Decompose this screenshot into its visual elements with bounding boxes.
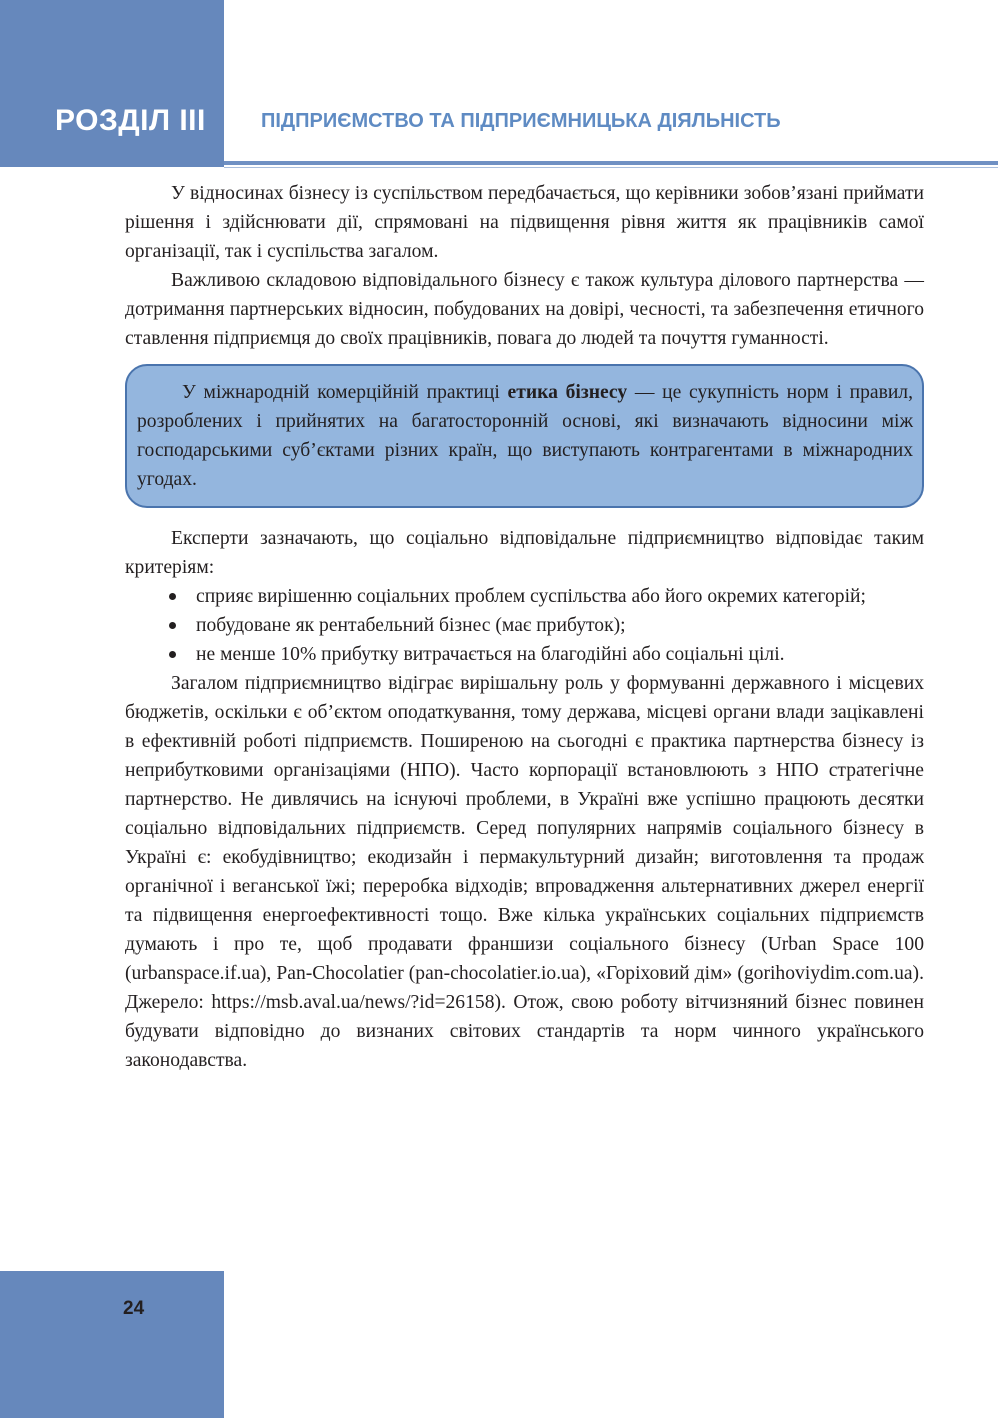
definition-body: — це сукупність норм і правил, розроблених і прийнятих на багатосторонній основі, які визначають відносини між господарськими суб’єктами різних країн, що виступають контрагентами в міжнародних угодах. [137,382,913,490]
bullet-icon [169,651,176,658]
paragraph-responsibility: У відносинах бізнесу із суспільством передбачається, що керівники зобов’язані приймати рішення і здійснювати дії, спрямовані на підвищення рівня життя як працівників самої організації, так і суспільства загалом. [125,183,924,262]
section-label: РОЗДІЛ III [55,104,206,137]
criteria-item-text: не менше 10% прибутку витрачається на благодійні або соціальні цілі. [196,644,785,665]
page-body [125,179,924,1075]
header-rule [224,161,998,165]
bullet-icon [169,593,176,600]
section-header-block [0,0,224,167]
chapter-title: ПІДПРИЄМСТВО ТА ПІДПРИЄМНИЦЬКА ДІЯЛЬНІСТЬ [261,110,781,132]
paragraph-partnership: Важливою складовою відповідального бізнесу є також культура ділового партнерства — дотримання партнерських відносин, побудованих на довірі, чесності, та забезпечення етичного ставлення підприємця до своїх працівників, повага до людей та почуття гуманності. [125,270,924,349]
definition-text [137,378,913,494]
header-rule-thin [224,167,998,168]
definition-lead: У міжнародній комерційній практиці [182,382,508,403]
criteria-list [125,582,924,669]
footer-block [0,1271,224,1418]
list-item [125,582,924,611]
list-item [125,611,924,640]
bullet-icon [169,622,176,629]
list-item [125,640,924,669]
paragraph-criteria-intro: Експерти зазначають, що соціально відповідальне підприємництво відповідає таким критеріям: [125,528,924,578]
page-number: 24 [123,1298,145,1319]
criteria-item-text: побудоване як рентабельний бізнес (має прибуток); [196,615,626,636]
definition-callout [125,364,924,508]
definition-term: етика бізнесу [507,382,628,403]
paragraph-social-business: Загалом підприємництво відіграє вирішальну роль у формуванні державного і місцевих бюджетів, оскільки є об’єктом оподаткування, тому держава, місцеві органи влади зацікавлені в ефективній роботі підприємств. Поширеною на сьогодні є практика партнерства бізнесу із неприбутковими організаціями (НПО). Часто корпорації встановлюють з НПО стратегічне партнерство. Не дивлячись на існуючі проблеми, в Україні вже успішно працюють десятки соціально відповідальних підприємств. Серед популярних напрямів соціального бізнесу в Україні є: екобудівництво; екодизайн і пермакультурний дизайн; виготовлення та продаж органічної і веганської їжі; переробка відходів; впровадження альтернативних джерел енергії та підвищення енергоефективності тощо. Вже кілька українських соціальних підприємств думають і про те, щоб продавати франшизи соціального бізнесу (Urban Space 100 (urbanspace.if.ua), Pan-Chocolatier (pan-chocolatier.io.ua), «Горіховий дім» (gorihoviydim.com.ua). Джерело: https://msb.aval.ua/news/?id=26158). Отож, свою роботу вітчизняний бізнес повинен будувати відповідно до визнаних світових стандартів та норм чинного українського законодавства. [125,673,924,1071]
criteria-item-text: сприяє вирішенню соціальних проблем суспільства або його окремих категорій; [196,586,866,607]
